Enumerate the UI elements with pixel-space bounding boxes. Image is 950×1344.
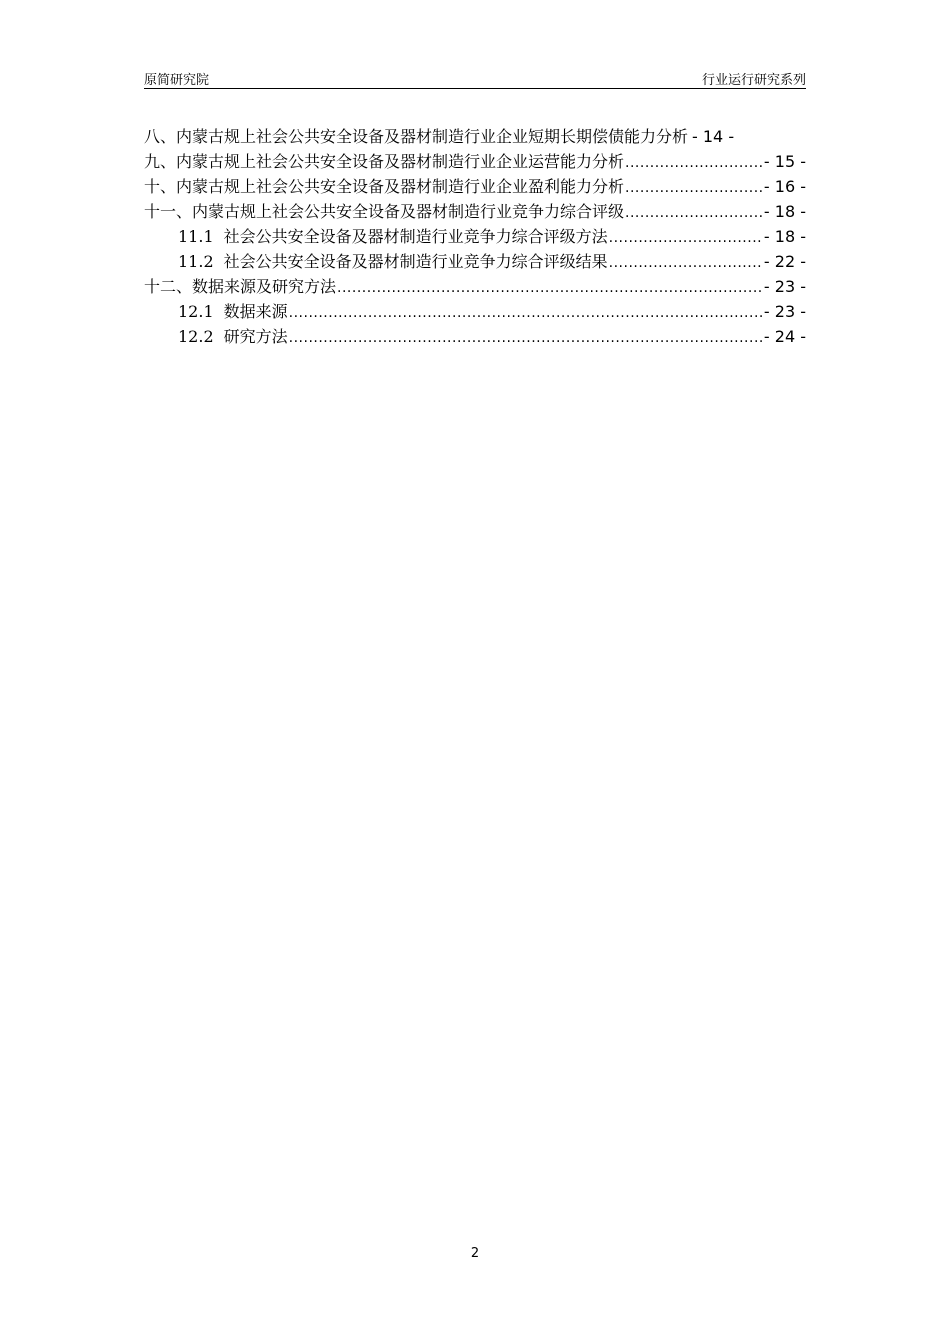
toc-entry-page: - 23 - (763, 277, 806, 296)
toc-entry-title: 十一、内蒙古规上社会公共安全设备及器材制造行业竞争力综合评级 (144, 202, 625, 221)
toc-entry-page: - 24 - (763, 327, 806, 346)
toc-entry-12[interactable] (144, 274, 806, 299)
page-header (144, 66, 806, 89)
toc-entry-title: 社会公共安全设备及器材制造行业竞争力综合评级结果 (223, 252, 608, 271)
toc-leader-dots (609, 251, 763, 276)
toc-leader-dots (625, 176, 763, 201)
toc-entry-title: 数据来源 (223, 302, 288, 321)
page-number: 2 (470, 1246, 480, 1261)
toc-entry-10[interactable] (144, 174, 806, 199)
toc-leader-dots (289, 301, 763, 326)
toc-leader-dots (609, 226, 763, 251)
toc-entry-page: - 18 - (763, 227, 806, 246)
toc-entry-number: 12.1 (178, 302, 214, 321)
toc-leader-dots (289, 326, 763, 351)
toc-entry-12-1[interactable] (144, 299, 806, 324)
toc-leader-dots (337, 276, 763, 301)
toc-entry-11-1[interactable] (144, 224, 806, 249)
toc-entry-9[interactable] (144, 149, 806, 174)
toc-entry-title: 十二、数据来源及研究方法 (144, 277, 337, 296)
toc-entry-11[interactable] (144, 199, 806, 224)
toc-entry-title: 十、内蒙古规上社会公共安全设备及器材制造行业企业盈利能力分析 (144, 177, 625, 196)
toc-entry-page: - 15 - (763, 152, 806, 171)
toc-entry-number: 11.2 (178, 252, 214, 271)
page-footer (0, 1246, 950, 1261)
toc-entry-11-2[interactable] (144, 249, 806, 274)
toc-entry-title: 九、内蒙古规上社会公共安全设备及器材制造行业企业运营能力分析 (144, 152, 625, 171)
toc-leader-dots (625, 201, 763, 226)
toc-entry-number: 11.1 (178, 227, 214, 246)
toc-entry-page: - 22 - (763, 252, 806, 271)
toc-entry-page: - 16 - (763, 177, 806, 196)
toc-entry-number: 12.2 (178, 327, 214, 346)
header-right-text: 行业运行研究系列 (701, 73, 806, 88)
toc-entry-page: - 23 - (763, 302, 806, 321)
toc-entry-page: - 18 - (763, 202, 806, 221)
toc-entry-8[interactable] (144, 124, 806, 149)
toc-entry-title: 八、内蒙古规上社会公共安全设备及器材制造行业企业短期长期偿债能力分析 (144, 127, 689, 146)
toc-entry-title: 研究方法 (223, 327, 288, 346)
toc-leader-dots (625, 151, 763, 176)
toc-entry-title: 社会公共安全设备及器材制造行业竞争力综合评级方法 (223, 227, 608, 246)
header-left-text: 原简研究院 (144, 73, 210, 88)
toc-entry-12-2[interactable] (144, 324, 806, 349)
table-of-contents (144, 124, 806, 349)
toc-entry-page: - 14 - (692, 127, 735, 146)
